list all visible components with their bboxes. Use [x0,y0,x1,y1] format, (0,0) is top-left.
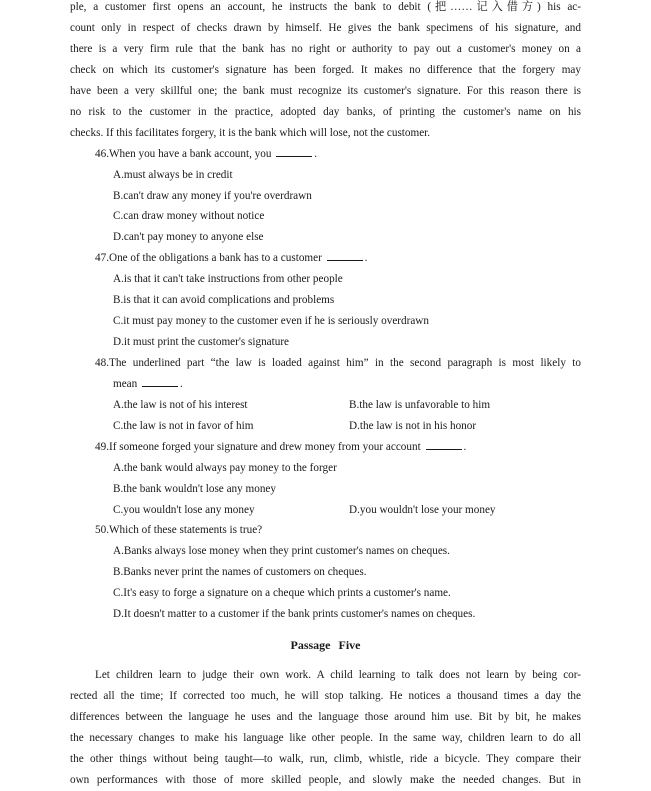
answer-blank [142,377,178,387]
question-46 [95,147,317,161]
option-a: A.is that it can't take instructions from other people [113,273,343,285]
option-a: A.Banks always lose money when they print customer's names on cheques. [113,545,450,557]
passage-line: ple, a customer first opens an account, he instructs the bank to debit (把……记入借方) his ac- [70,1,581,13]
passage-line: Let children learn to judge their own work. A child learning to talk does not learn by being cor- [95,669,581,681]
option-b: B.Banks never print the names of customers on cheques. [113,566,367,578]
question-47 [95,251,367,265]
option-c: C.it must pay money to the customer even if he is seriously overdrawn [113,315,429,327]
option-d: D.can't pay money to anyone else [113,231,264,243]
passage-line: have been a very skillful one; the bank must recognize its customer's signature. For this reason there is [70,85,581,97]
question-stem: mean [113,378,138,390]
passage-line: rected all the time; If corrected too much, he will stop talking. He notices a thousand times a day the [70,690,581,702]
question-end: . [463,441,467,453]
passage-line: checks. If this facilitates forgery, it is the bank which will lose, not the customer. [70,127,431,139]
option-a: A.the bank would always pay money to the forger [113,462,337,474]
option-b: B.the law is unfavorable to him [349,399,491,411]
option-d: D.the law is not in his honor [349,420,477,432]
question-stem: 49.If someone forged your signature and drew money from your account [95,441,421,453]
passage-line: the necessary changes to make his language like other people. In the same way, children learn to do all [70,732,581,744]
section-heading [0,638,651,652]
option-c: C.It's easy to forge a signature on a cheque which prints a customer's name. [113,587,451,599]
option-a: A.must always be in credit [113,169,233,181]
passage-line: own performances with those of more skilled people, and slowly make the needed changes. But in [70,774,581,786]
passage-line: no risk to the customer in the practice, adopted day banks, of printing the customer's name on his [70,106,581,118]
option-c: C.can draw money without notice [113,210,265,222]
heading-word: Passage [290,638,331,652]
option-c: C.you wouldn't lose any money [113,504,255,516]
heading-word: Five [338,638,361,652]
question-stem: 47.One of the obligations a bank has to a customer [95,252,322,264]
option-d: D.It doesn't matter to a customer if the bank prints customer's names on cheques. [113,608,476,620]
option-a: A.the law is not of his interest [113,399,248,411]
answer-blank [426,440,462,450]
passage-line: differences between the language he uses and the language those around him use. Bit by bit, he makes [70,711,581,723]
answer-blank [327,251,363,261]
answer-blank [276,147,312,157]
option-d: D.it must print the customer's signature [113,336,290,348]
question-48-continued [113,377,183,391]
question-49 [95,440,466,454]
passage-line: there is a very firm rule that the bank has no right or authority to pay out a customer's money on a [70,43,581,55]
option-b: B.can't draw any money if you're overdrawn [113,190,312,202]
question-stem: 46.When you have a bank account, you [95,148,272,160]
option-d: D.you wouldn't lose your money [349,504,496,516]
question-end: . [364,252,368,264]
option-b: B.is that it can avoid complications and problems [113,294,335,306]
question-end: . [314,148,318,160]
option-b: B.the bank wouldn't lose any money [113,483,276,495]
question-48: 48.The underlined part “the law is loaded against him” in the second paragraph is most likely to [95,357,581,369]
question-end: . [180,378,183,390]
passage-line: check on which its customer's signature has been forged. It makes no difference that the forgery may [70,64,581,76]
passage-line: the other things without being taught—to walk, run, climb, whistle, ride a bicycle. They compare their [70,753,581,765]
passage-line: count only in respect of checks drawn by himself. He gives the bank specimens of his signature, and [70,22,581,34]
option-c: C.the law is not in favor of him [113,420,254,432]
question-50: 50.Which of these statements is true? [95,524,263,536]
